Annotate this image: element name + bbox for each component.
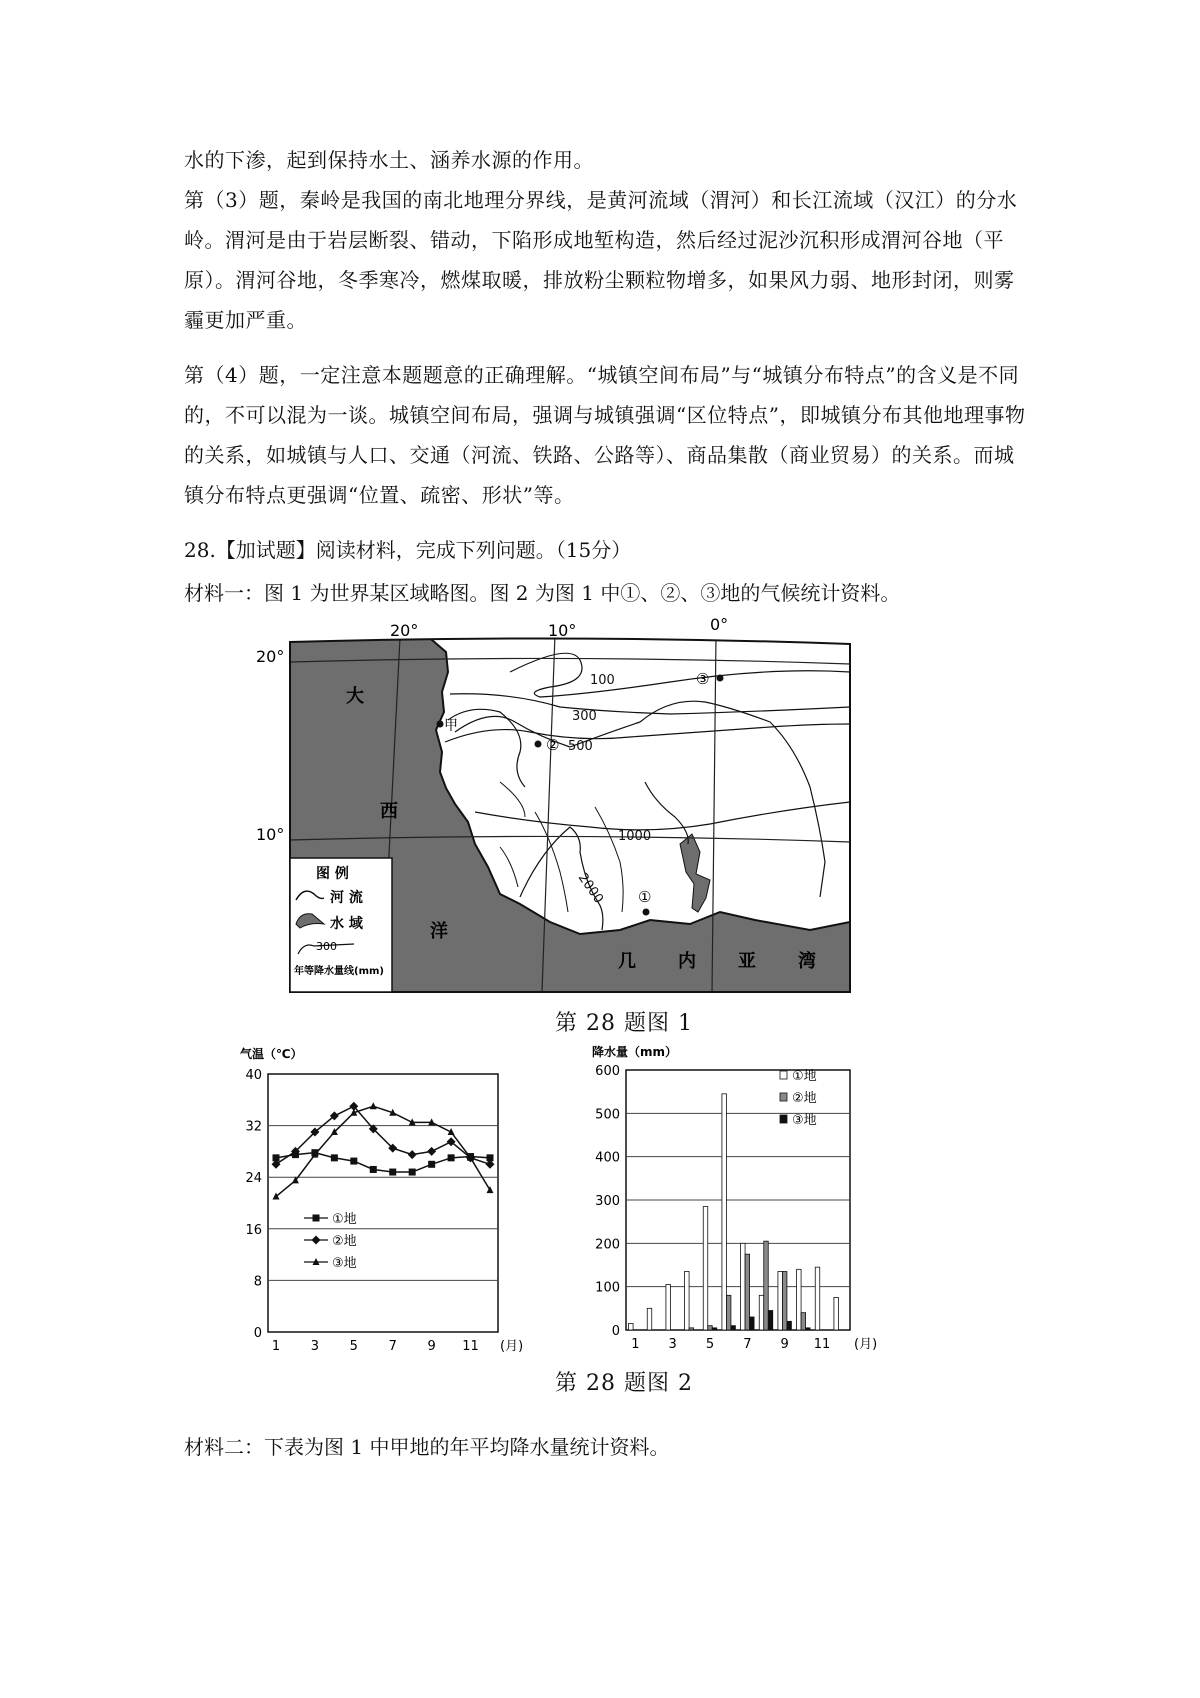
isohyet-label-300: 300 bbox=[572, 709, 597, 724]
prec-bar-s1 bbox=[647, 1308, 652, 1330]
prec-xtick-label: 1 bbox=[631, 1337, 640, 1352]
prec-bar-s1 bbox=[815, 1267, 820, 1330]
lon-label-10: 10° bbox=[548, 621, 577, 640]
lon-label-20: 20° bbox=[390, 621, 419, 640]
prec-bar-s1 bbox=[703, 1207, 708, 1331]
temp-point-s1 bbox=[331, 1154, 338, 1161]
point-jia-dot bbox=[437, 721, 444, 728]
temp-ytick-label: 40 bbox=[245, 1068, 262, 1083]
temp-xtick-label: 1 bbox=[271, 1339, 281, 1354]
temp-plot-frame bbox=[268, 1074, 498, 1332]
material-1: 材料一：图 1 为世界某区域略图。图 2 为图 1 中①、②、③地的气候统计资料。 bbox=[184, 581, 901, 605]
temp-xtick-label: 3 bbox=[310, 1339, 320, 1354]
temp-ylabel: 气温（℃） bbox=[240, 1047, 303, 1061]
prec-legend-label-3: ③地 bbox=[792, 1113, 817, 1128]
point-3-label: ③ bbox=[696, 670, 710, 688]
prec-xtick-label: 5 bbox=[705, 1337, 715, 1352]
question-28: 28.【加试题】阅读材料，完成下列问题。（15分） bbox=[184, 538, 632, 562]
prec-bar-s3 bbox=[731, 1326, 736, 1330]
prec-bar-s1 bbox=[666, 1285, 671, 1331]
temp-ytick-label: 32 bbox=[245, 1119, 262, 1135]
temp-series-line-1 bbox=[276, 1153, 490, 1172]
temp-legend-label-3: ③地 bbox=[332, 1256, 357, 1271]
prec-legend-label-2: ②地 bbox=[792, 1091, 817, 1106]
prec-bar-s2 bbox=[708, 1326, 713, 1330]
isohyet-label-100: 100 bbox=[590, 673, 615, 688]
temp-ytick-label: 16 bbox=[245, 1222, 262, 1238]
prec-bar-s1 bbox=[797, 1269, 802, 1330]
prec-xtick-label: 3 bbox=[668, 1337, 677, 1352]
prec-bar-s3 bbox=[768, 1311, 773, 1331]
prec-ytick-label: 400 bbox=[595, 1150, 620, 1166]
temp-point-s1 bbox=[448, 1154, 455, 1161]
temp-legend-marker-1 bbox=[313, 1215, 320, 1222]
temp-series-line-2 bbox=[276, 1106, 490, 1164]
isohyet-label-500: 500 bbox=[568, 739, 593, 754]
temp-xtick-label: 11 bbox=[462, 1339, 479, 1354]
legend-river-label: 河 流 bbox=[330, 890, 363, 906]
paragraph-2: 第（3）题，秦岭是我国的南北地理分界线，是黄河流域（渭河）和长江流域（汉江）的分水岭。渭河是由于岩层断裂、错动，下陷形成地堑构造，然后经过泥沙沉积形成渭河谷地（平原）。渭河谷地，冬季寒冷，燃煤取暖，排放粉尘颗粒物增多，如果风力弱、地形封闭，则雾霾更加严重。 bbox=[184, 188, 1018, 332]
point-2-dot bbox=[535, 741, 542, 748]
prec-ytick-label: 500 bbox=[595, 1107, 620, 1123]
prec-ytick-label: 0 bbox=[611, 1324, 620, 1339]
material-2: 材料二：下表为图 1 中甲地的年平均降水量统计资料。 bbox=[184, 1435, 670, 1459]
prec-bar-s1 bbox=[685, 1272, 690, 1331]
prec-bar-s1 bbox=[778, 1272, 783, 1331]
point-jia-label: 甲 bbox=[444, 718, 458, 734]
lon-label-0: 0° bbox=[710, 615, 729, 634]
prec-ytick-label: 200 bbox=[595, 1237, 620, 1253]
temp-xtick-label: 5 bbox=[349, 1339, 358, 1354]
point-1-dot bbox=[643, 909, 650, 916]
temp-point-s1 bbox=[350, 1158, 357, 1165]
legend-title: 图 例 bbox=[316, 866, 349, 882]
paragraph-3: 第（4）题，一定注意本题题意的正确理解。“城镇空间布局”与“城镇分布特点”的含义是不同的，不可以混为一谈。城镇空间布局，强调与城镇强调“区位特点”，即城镇分布其他地理事物的关系，如城镇与人口、交通（河流、铁路、公路等）、商品集散（商业贸易）的关系。而城镇分布特点更强调“位置、疏密、形状”等。 bbox=[184, 363, 1026, 507]
prec-ylabel: 降水量（mm） bbox=[592, 1045, 678, 1059]
legend-isohyet-label: 年等降水量线(mm) bbox=[294, 966, 384, 977]
ocean-char-3: 洋 bbox=[430, 921, 448, 942]
prec-bar-s2 bbox=[782, 1272, 787, 1331]
prec-bar-s2 bbox=[764, 1241, 769, 1330]
prec-ytick-label: 300 bbox=[595, 1194, 620, 1209]
temp-ytick-label: 8 bbox=[253, 1274, 262, 1290]
temp-legend-label-2: ②地 bbox=[332, 1234, 357, 1249]
prec-legend-swatch-3 bbox=[780, 1115, 787, 1123]
isohyet-label-2000: 2000 bbox=[574, 870, 606, 907]
point-3-dot bbox=[717, 675, 724, 682]
temp-xtick-label: 7 bbox=[388, 1339, 397, 1354]
region-map bbox=[250, 612, 950, 1002]
prec-bar-s2 bbox=[689, 1328, 694, 1330]
prec-xtick-label: 7 bbox=[743, 1337, 752, 1352]
prec-bar-s2 bbox=[801, 1313, 806, 1330]
prec-bar-s1 bbox=[741, 1243, 746, 1330]
figure-2-caption: 第 28 题图 2 bbox=[555, 1371, 693, 1396]
prec-bar-s3 bbox=[712, 1328, 717, 1330]
prec-ytick-label: 600 bbox=[595, 1064, 620, 1079]
prec-bar-s1 bbox=[629, 1324, 634, 1331]
lat-label-10: 10° bbox=[256, 825, 285, 844]
prec-bar-s2 bbox=[726, 1295, 731, 1330]
paragraph-1: 水的下渗，起到保持水土、涵养水源的作用。 bbox=[184, 148, 594, 172]
legend-isohyet-value: 300 bbox=[316, 940, 337, 953]
temp-legend-label-1: ①地 bbox=[332, 1212, 357, 1227]
prec-legend-label-1: ①地 bbox=[792, 1069, 817, 1084]
point-2-label: ② bbox=[546, 736, 560, 754]
temp-xtick-label: 9 bbox=[427, 1339, 436, 1354]
temp-ytick-label: 0 bbox=[253, 1326, 262, 1341]
prec-legend-swatch-2 bbox=[780, 1093, 787, 1101]
prec-bar-s3 bbox=[806, 1328, 811, 1330]
temp-point-s1 bbox=[370, 1166, 377, 1173]
temp-point-s1 bbox=[428, 1161, 435, 1168]
prec-xtick-label: (月) bbox=[854, 1337, 878, 1352]
gulf-char-1: 几 bbox=[618, 951, 636, 972]
lat-label-20: 20° bbox=[256, 647, 285, 666]
temp-point-s2 bbox=[408, 1150, 417, 1159]
temp-legend-marker-2 bbox=[312, 1236, 321, 1245]
precipitation-chart bbox=[580, 1040, 950, 1370]
temp-point-s1 bbox=[409, 1169, 416, 1176]
temp-point-s1 bbox=[389, 1169, 396, 1176]
prec-bar-s2 bbox=[745, 1254, 750, 1330]
gulf-char-3: 亚 bbox=[738, 951, 756, 972]
temp-point-s3 bbox=[370, 1102, 377, 1109]
figure-1-caption: 第 28 题图 1 bbox=[555, 1011, 693, 1036]
gulf-char-2: 内 bbox=[678, 951, 696, 972]
prec-bar-s3 bbox=[787, 1321, 792, 1330]
prec-bar-s3 bbox=[750, 1317, 755, 1330]
prec-bar-s1 bbox=[759, 1295, 764, 1330]
point-1-label: ① bbox=[638, 888, 652, 906]
ocean-char-2: 西 bbox=[380, 801, 398, 822]
prec-legend-swatch-1 bbox=[780, 1071, 787, 1079]
temperature-chart bbox=[228, 1040, 528, 1370]
ocean-char-1: 大 bbox=[346, 686, 364, 707]
prec-bar-s1 bbox=[834, 1298, 839, 1331]
gulf-char-4: 湾 bbox=[798, 951, 816, 972]
isohyet-label-1000: 1000 bbox=[618, 829, 652, 844]
temp-ytick-label: 24 bbox=[245, 1171, 262, 1187]
temp-point-s2 bbox=[427, 1147, 436, 1156]
prec-xtick-label: 11 bbox=[813, 1337, 831, 1352]
prec-ytick-label: 100 bbox=[595, 1280, 620, 1296]
legend-water-label: 水 域 bbox=[330, 916, 363, 932]
prec-xtick-label: 9 bbox=[780, 1337, 789, 1352]
temp-xtick-label: (月) bbox=[500, 1339, 524, 1354]
prec-bar-s1 bbox=[722, 1094, 727, 1330]
temp-series-line-3 bbox=[276, 1106, 490, 1196]
